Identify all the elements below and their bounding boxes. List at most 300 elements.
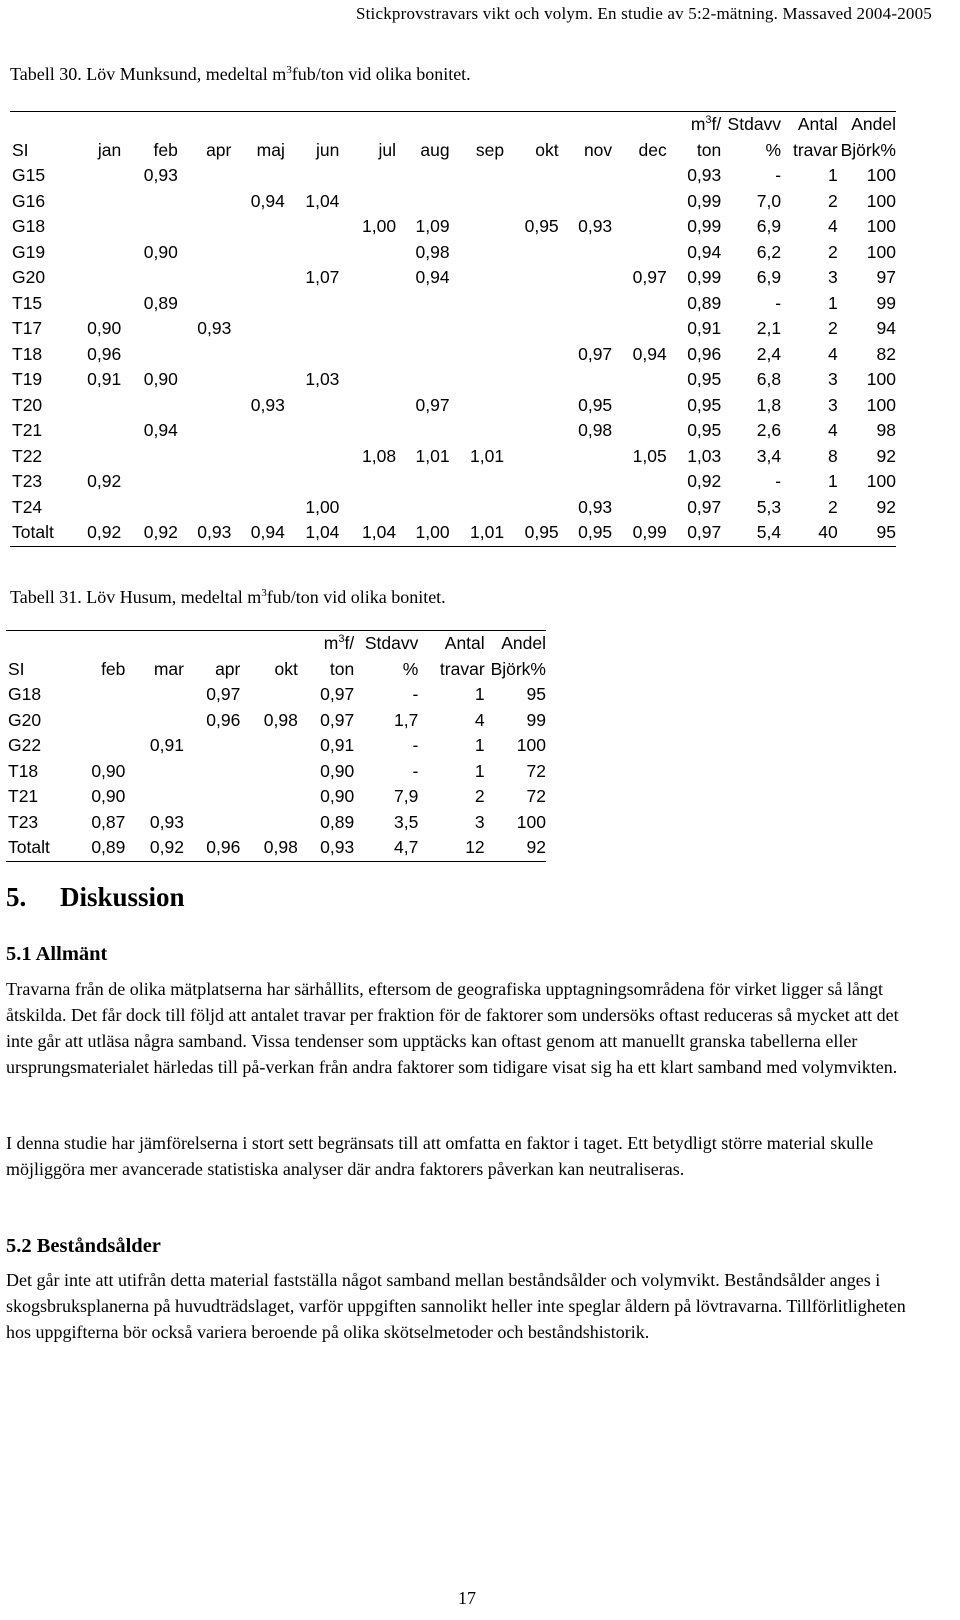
table-cell xyxy=(231,240,285,266)
table-cell: - xyxy=(412,760,419,781)
table-cell xyxy=(121,265,178,291)
table-row xyxy=(10,418,896,444)
table-total-row xyxy=(10,520,896,546)
table-cell: 0,92 xyxy=(125,835,184,861)
table-cell xyxy=(121,469,178,495)
table-cell: 2 xyxy=(827,241,838,262)
table-cell xyxy=(559,189,613,215)
table-cell xyxy=(450,189,505,215)
column-header: ton xyxy=(329,658,355,679)
table-cell xyxy=(339,291,396,317)
table-cell: 100 xyxy=(866,241,896,262)
table-cell: 0,91 xyxy=(149,735,184,755)
column-header-blank xyxy=(178,112,232,138)
table-cell: 0,92 xyxy=(687,471,722,491)
table-cell: 0,95 xyxy=(687,394,722,415)
table-cell xyxy=(504,265,559,291)
table-cell: 1,01 xyxy=(470,445,505,466)
table-cell xyxy=(184,784,240,810)
running-header: Stickprovstravars vikt och volym. En studie av 5:2-mätning. Massaved 2004-2005 xyxy=(355,4,932,23)
table-cell xyxy=(178,342,232,368)
table-cell: 3 xyxy=(827,267,838,287)
table-cell: 92 xyxy=(876,496,896,517)
table-cell: 6,9 xyxy=(756,216,782,236)
table-cell: 95 xyxy=(526,684,546,704)
table-cell: 2,4 xyxy=(756,343,782,364)
table-cell: 0,96 xyxy=(184,835,240,861)
table-cell xyxy=(504,495,559,521)
table-cell xyxy=(339,265,396,291)
table-cell: 2 xyxy=(827,496,838,517)
table-cell: 3,4 xyxy=(756,445,782,466)
table-cell: 0,93 xyxy=(298,835,354,861)
table-row xyxy=(6,733,546,759)
table-cell: 0,94 xyxy=(687,241,722,262)
table-cell xyxy=(339,342,396,368)
table-cell xyxy=(612,469,667,495)
table-cell: 0,90 xyxy=(91,760,126,781)
column-header-m3: $m^3f/$ xyxy=(298,631,354,657)
table-cell xyxy=(285,240,340,266)
table-cell: 0,90 xyxy=(91,786,126,806)
table-cell xyxy=(285,316,340,342)
table-cell xyxy=(125,708,184,734)
table-cell xyxy=(184,733,240,759)
table-cell xyxy=(339,469,396,495)
table-cell xyxy=(77,682,126,708)
table-row xyxy=(6,759,546,785)
table-cell: 1,03 xyxy=(687,445,722,466)
table-cell: 0,90 xyxy=(143,369,178,389)
row-label: G18 xyxy=(12,216,46,236)
table-cell xyxy=(612,495,667,521)
table-cell: 94 xyxy=(876,318,896,338)
row-label: G22 xyxy=(8,735,42,755)
table-cell xyxy=(559,291,613,317)
table-cell xyxy=(74,444,121,470)
table-cell xyxy=(504,240,559,266)
column-header-blank xyxy=(10,112,74,138)
table-cell xyxy=(396,291,450,317)
table-cell xyxy=(121,316,178,342)
table-cell: 0,95 xyxy=(578,394,613,415)
table-cell xyxy=(450,342,505,368)
table-cell: 100 xyxy=(866,190,896,211)
table-cell: 7,9 xyxy=(394,786,419,806)
table-cell: 0,97 xyxy=(667,520,722,546)
table-cell: 1,8 xyxy=(756,394,782,415)
table-cell: 1,01 xyxy=(415,445,450,466)
table-cell: 92 xyxy=(876,445,896,466)
table-cell xyxy=(339,393,396,419)
column-header: SI xyxy=(8,658,25,679)
table-cell: 0,94 xyxy=(143,420,178,440)
table-cell: 0,89 xyxy=(77,835,126,861)
table-cell xyxy=(121,495,178,521)
table-cell xyxy=(178,240,232,266)
table-cell: 1,04 xyxy=(305,190,340,211)
table-cell: 100 xyxy=(866,369,896,389)
column-header: travar xyxy=(439,658,485,679)
table-cell xyxy=(559,469,613,495)
table-cell xyxy=(74,265,121,291)
row-label: T15 xyxy=(12,292,43,313)
table-cell xyxy=(450,367,505,393)
table-cell xyxy=(504,163,559,189)
table-cell xyxy=(240,784,297,810)
row-label: T23 xyxy=(8,811,39,832)
table-cell: 0,87 xyxy=(91,811,126,832)
table-cell xyxy=(504,469,559,495)
table-cell: 0,97 xyxy=(320,684,355,704)
table-cell: 0,97 xyxy=(320,709,355,730)
table-cell xyxy=(559,240,613,266)
table-cell: 0,92 xyxy=(121,520,178,546)
table-cell: 0,90 xyxy=(320,786,355,806)
table-cell xyxy=(450,240,505,266)
table-cell xyxy=(339,240,396,266)
table-cell xyxy=(184,810,240,836)
table-cell xyxy=(240,733,297,759)
column-header-blank xyxy=(125,631,184,657)
table-cell: 0,91 xyxy=(687,318,722,338)
table-cell xyxy=(285,393,340,419)
table-cell: 0,95 xyxy=(559,520,613,546)
table-cell: 0,93 xyxy=(197,318,232,338)
table-cell xyxy=(612,367,667,393)
table-cell: 0,97 xyxy=(415,394,450,415)
paragraph-allmant-1: Travarna från de olika mätplatserna har särhållits, eftersom de geografiska upptagningsområdena för virket ligger så långt åtskilda. Det får dock till följd att antalet travar per fraktion för de faktorer som undersöks oftast reduceras så mycket att det inte går att utläsa några samband. Vissa tendenser som upptäcks kan oftast genom att manuellt granska tabellerna eller ursprungsmaterialet härledas till på-verkan från andra faktorer som tidigare visat sig ha ett klart samband med volymvikten. xyxy=(6,979,899,1077)
table-cell xyxy=(504,342,559,368)
table-cell xyxy=(612,240,667,266)
table-cell: 1,7 xyxy=(394,709,419,730)
column-header: feb xyxy=(153,139,178,160)
table-cell: 1 xyxy=(827,165,838,185)
table-cell: 2,6 xyxy=(756,420,782,440)
table-cell: 40 xyxy=(781,520,838,546)
column-header-blank xyxy=(559,112,613,138)
table-cell xyxy=(231,291,285,317)
table-cell: 99 xyxy=(876,292,896,313)
column-header-blank xyxy=(184,631,240,657)
column-header-blank xyxy=(450,112,505,138)
table-cell xyxy=(74,393,121,419)
table-cell xyxy=(178,189,232,215)
table-cell xyxy=(74,189,121,215)
column-header: jun xyxy=(316,139,340,160)
table-cell xyxy=(285,469,340,495)
table-cell: 1 xyxy=(474,760,485,781)
table-cell: 72 xyxy=(526,760,546,781)
table-row xyxy=(10,214,896,240)
column-header: jul xyxy=(378,139,397,160)
column-header: okt xyxy=(274,658,298,679)
table-cell: 0,91 xyxy=(320,735,355,755)
table-cell: - xyxy=(412,735,419,755)
row-label: G20 xyxy=(12,267,46,287)
table-cell xyxy=(231,342,285,368)
table-cell xyxy=(559,316,613,342)
table-cell: 0,94 xyxy=(415,267,450,287)
table-cell: 0,93 xyxy=(578,496,613,517)
table-cell xyxy=(450,214,505,240)
column-header-blank xyxy=(339,112,396,138)
table-cell: 0,91 xyxy=(87,369,122,389)
table-cell xyxy=(121,214,178,240)
table-cell xyxy=(504,367,559,393)
table-cell: 100 xyxy=(516,811,546,832)
column-header-blank xyxy=(504,112,559,138)
table-cell xyxy=(178,367,232,393)
table-cell xyxy=(450,495,505,521)
table-cell xyxy=(74,291,121,317)
table30-caption: Tabell 30. Löv Munksund, medeltal $m^3fub$/ton vid olika bonitet. xyxy=(10,64,471,84)
column-header-blank xyxy=(285,112,340,138)
table-cell xyxy=(231,469,285,495)
table-cell xyxy=(504,189,559,215)
column-header-blank xyxy=(74,112,121,138)
column-header: maj xyxy=(256,139,285,160)
table-cell xyxy=(74,495,121,521)
table-cell xyxy=(74,163,121,189)
column-header-blank xyxy=(77,631,126,657)
table-cell: 1,04 xyxy=(339,520,396,546)
section-heading-allmant: 5.1 Allmänt xyxy=(6,943,108,965)
table-cell xyxy=(396,342,450,368)
row-label: Totalt xyxy=(10,520,74,546)
table-cell: 0,93 xyxy=(149,811,184,832)
table-total-row xyxy=(6,835,546,861)
column-header-top: Andel xyxy=(838,112,896,138)
table-cell xyxy=(77,708,126,734)
table-cell: 1,04 xyxy=(285,520,340,546)
table-cell: 0,97 xyxy=(206,684,241,704)
column-header-top: Antal xyxy=(418,631,484,657)
table-cell: 0,96 xyxy=(87,343,122,364)
table-cell: 1,01 xyxy=(450,520,505,546)
table-cell xyxy=(396,367,450,393)
column-header: ton xyxy=(696,139,722,160)
table-cell xyxy=(121,393,178,419)
table-row xyxy=(6,682,546,708)
table-header-row xyxy=(6,657,546,683)
table-cell xyxy=(396,469,450,495)
table-cell: 4 xyxy=(827,343,838,364)
table-row xyxy=(10,367,896,393)
table-cell: 0,98 xyxy=(578,420,613,440)
table-cell xyxy=(559,367,613,393)
column-header: % xyxy=(402,658,419,679)
table-cell: 6,9 xyxy=(756,267,782,287)
table-cell xyxy=(285,418,340,444)
table-cell: 3,5 xyxy=(394,811,419,832)
table-cell xyxy=(285,291,340,317)
table-cell xyxy=(339,418,396,444)
table-cell: 1,05 xyxy=(632,445,667,466)
table-cell xyxy=(240,759,297,785)
table-cell: 100 xyxy=(866,394,896,415)
table-row xyxy=(10,393,896,419)
table-cell: 0,98 xyxy=(415,241,450,262)
table-cell: 2 xyxy=(827,318,838,338)
table-cell: 0,95 xyxy=(504,520,559,546)
row-label: T21 xyxy=(12,420,43,440)
table-cell: 2 xyxy=(474,786,485,806)
column-header-blank xyxy=(231,112,285,138)
table-cell xyxy=(612,214,667,240)
row-label: T18 xyxy=(12,343,43,364)
table-cell xyxy=(231,265,285,291)
table-cell xyxy=(612,189,667,215)
table-cell: 2 xyxy=(827,190,838,211)
table-cell xyxy=(450,265,505,291)
table-cell xyxy=(612,393,667,419)
table-cell: 1,07 xyxy=(305,267,340,287)
table-cell: 0,94 xyxy=(250,190,285,211)
table-cell xyxy=(74,418,121,444)
row-label: Totalt xyxy=(6,835,77,861)
column-header: SI xyxy=(12,139,29,160)
table-cell: 6,8 xyxy=(756,369,782,389)
table-row xyxy=(6,708,546,734)
table-cell xyxy=(178,265,232,291)
table-cell: 5,4 xyxy=(721,520,781,546)
table-cell xyxy=(178,393,232,419)
table-cell xyxy=(339,316,396,342)
table-cell xyxy=(178,291,232,317)
table-row xyxy=(6,810,546,836)
table-cell: 1,03 xyxy=(305,369,340,389)
table-cell: 4,7 xyxy=(354,835,418,861)
table-row xyxy=(10,316,896,342)
table-row xyxy=(10,469,896,495)
table-cell: 1 xyxy=(827,292,838,313)
table-row xyxy=(10,163,896,189)
table-cell xyxy=(178,163,232,189)
table-row xyxy=(10,342,896,368)
row-label: T21 xyxy=(8,786,39,806)
column-header-top: Stdavv xyxy=(721,112,781,138)
table-cell: 97 xyxy=(876,267,896,287)
table-cell xyxy=(612,316,667,342)
table-cell xyxy=(450,163,505,189)
table-cell: 1 xyxy=(474,735,485,755)
row-label: G20 xyxy=(8,709,42,730)
table-cell xyxy=(339,163,396,189)
table-cell: 0,98 xyxy=(240,835,297,861)
table-cell: 0,99 xyxy=(687,190,722,211)
table-cell xyxy=(559,163,613,189)
table-cell: 0,90 xyxy=(143,241,178,262)
row-label: G18 xyxy=(8,684,42,704)
table-cell: 1,08 xyxy=(362,445,397,466)
table-header-row xyxy=(6,631,546,657)
table-cell xyxy=(504,418,559,444)
column-header: dec xyxy=(638,139,667,160)
column-header: aug xyxy=(420,139,450,160)
table-cell xyxy=(450,316,505,342)
table-cell xyxy=(396,189,450,215)
paragraph-allmant-2: I denna studie har jämförelserna i stort sett begränsats till att omfatta en faktor i taget. Ett betydligt större material skulle möjliggöra mer avancerade statistiska analyser där andra faktorers påverkan kan neutraliseras. xyxy=(6,1133,874,1179)
table-cell xyxy=(450,291,505,317)
table-cell: - xyxy=(775,471,782,491)
table-cell: 0,93 xyxy=(250,394,285,415)
table31-caption: Tabell 31. Löv Husum, medeltal $m^3fub$/ton vid olika bonitet. xyxy=(10,587,446,607)
table-cell xyxy=(125,759,184,785)
table-cell xyxy=(125,784,184,810)
table-cell: 0,96 xyxy=(687,343,722,364)
table-cell: 0,94 xyxy=(231,520,285,546)
table-cell: 6,2 xyxy=(756,241,782,262)
page-number: 17 xyxy=(458,1588,476,1608)
table-cell: 0,93 xyxy=(578,216,613,236)
column-header-blank xyxy=(396,112,450,138)
table-cell: 92 xyxy=(485,835,546,861)
table-cell: 0,97 xyxy=(578,343,613,364)
table-cell xyxy=(231,444,285,470)
table-cell: 99 xyxy=(526,709,546,730)
table-cell xyxy=(339,495,396,521)
row-label: T22 xyxy=(12,445,43,466)
table-cell xyxy=(504,444,559,470)
column-header: apr xyxy=(206,139,232,160)
table-cell: 82 xyxy=(876,343,896,364)
table-cell: 0,98 xyxy=(263,709,298,730)
table-cell: 0,95 xyxy=(687,369,722,389)
table-cell: 0,96 xyxy=(206,709,241,730)
table-cell xyxy=(396,495,450,521)
table-cell: 95 xyxy=(838,520,896,546)
table-cell xyxy=(74,240,121,266)
table-cell xyxy=(121,444,178,470)
table-cell: 4 xyxy=(827,216,838,236)
column-header-blank xyxy=(6,631,77,657)
table-cell: 0,90 xyxy=(87,318,122,338)
table-cell xyxy=(504,393,559,419)
row-label: G15 xyxy=(12,165,46,185)
table-cell: 0,99 xyxy=(687,267,722,287)
table-cell: 5,3 xyxy=(756,496,782,517)
table-cell: 100 xyxy=(866,471,896,491)
table-cell: 0,95 xyxy=(524,216,559,236)
table-cell xyxy=(612,291,667,317)
table-cell xyxy=(240,682,297,708)
table-cell xyxy=(125,682,184,708)
table-cell: 0,97 xyxy=(687,496,722,517)
table-cell xyxy=(121,342,178,368)
table-cell xyxy=(231,163,285,189)
table-cell: 0,99 xyxy=(687,216,722,236)
column-header: feb xyxy=(101,658,126,679)
table-cell xyxy=(285,444,340,470)
table-cell: 0,93 xyxy=(178,520,232,546)
table-cell: 7,0 xyxy=(756,190,782,211)
table-cell: 1 xyxy=(474,684,485,704)
table-cell: 12 xyxy=(418,835,484,861)
table-cell xyxy=(231,214,285,240)
column-header: Björk% xyxy=(490,658,546,679)
table-cell xyxy=(285,214,340,240)
row-label: G16 xyxy=(12,190,46,211)
table-cell: 0,97 xyxy=(632,267,667,287)
table-cell: 8 xyxy=(827,445,838,466)
table-cell: 4 xyxy=(827,420,838,440)
table-cell: 0,93 xyxy=(143,165,178,185)
table-cell xyxy=(612,418,667,444)
table-cell: 100 xyxy=(866,165,896,185)
table-row xyxy=(10,444,896,470)
table-row xyxy=(6,784,546,810)
